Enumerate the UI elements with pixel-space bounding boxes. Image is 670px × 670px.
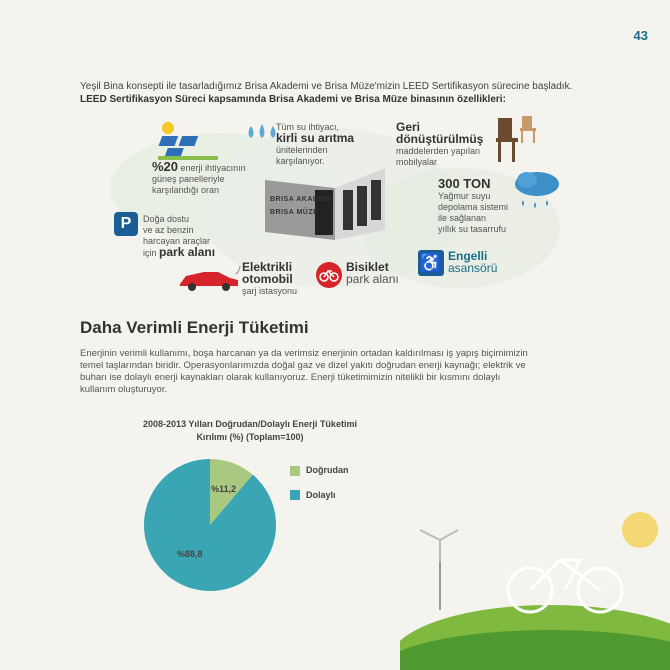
- bicycle-icon: [316, 262, 342, 288]
- solar-text: güneş panelleriyle: [152, 174, 225, 184]
- page-number: 43: [633, 28, 648, 43]
- wheelchair-icon: ♿: [418, 250, 444, 276]
- parking-text: ve az benzin: [143, 225, 194, 235]
- ev-big: Elektrikli: [242, 260, 293, 274]
- water-big: kirli su arıtma: [276, 131, 355, 145]
- parking-text: için: [143, 248, 157, 258]
- recycle-big: dönüştürülmüş: [396, 132, 484, 146]
- pie-slice-label: %11,2: [211, 483, 237, 494]
- water-text: Tüm su ihtiyacı,: [276, 122, 340, 132]
- section-body-line: buharı ise dolaylı enerji kaynakları olarak kullanıyoruz. Enerji tüketimimizin nitelikli bir kısmını dolaylı: [80, 372, 501, 383]
- recycle-text: maddelerden yapılan: [396, 146, 481, 156]
- chair-icon: [492, 114, 540, 166]
- elevator-big: Engelli: [448, 249, 488, 263]
- solar-text: karşılandığı oran: [152, 185, 220, 195]
- legend-swatch: [290, 490, 300, 500]
- chart-subtitle: Kırılımı (%) (Toplam=100): [196, 432, 304, 442]
- elevator-text: asansörü: [448, 261, 498, 275]
- water-text: ünitelerinden: [276, 145, 328, 155]
- pie-chart: [140, 455, 280, 595]
- rain-cloud-icon: [513, 170, 561, 214]
- solar-percent: %20: [152, 159, 179, 174]
- section-body: [80, 348, 610, 396]
- recycle-feature: [396, 122, 506, 168]
- section-title: Daha Verimli Enerji Tüketimi: [80, 318, 309, 337]
- intro-line: Yeşil Bina konsepti ile tasarladığımız Brisa Akademi ve Brisa Müze'mizin LEED Sertifikasyon sürecine başladık.: [80, 81, 573, 92]
- rain-text: Yağmur suyu: [438, 191, 491, 201]
- chart-title: [120, 418, 380, 444]
- parking-feature: [143, 214, 263, 259]
- intro-heading: LEED Sertifikasyon Süreci kapsamında Brisa Akademi ve Brisa Müze binasının özellikleri:: [80, 94, 506, 105]
- ev-big: otomobil: [242, 272, 293, 286]
- section-body-line: temel taşlarından biridir. Operasyonlarımızda doğal gaz ve dizel yakıtı doğrudan enerji kaynağı; elektrik ve: [80, 360, 526, 371]
- solar-panel-icon: [158, 120, 218, 160]
- water-text: karşılanıyor.: [276, 156, 325, 166]
- ev-feature: [242, 262, 322, 297]
- building-label: BRISA AKADEMİ: [270, 196, 333, 203]
- parking-icon: P: [114, 212, 138, 236]
- rain-text: ile sağlanan: [438, 213, 487, 223]
- legend-item-dogrudan: [290, 465, 349, 476]
- building-label: BRISA MÜZE: [270, 209, 319, 216]
- rain-big: 300 TON: [438, 176, 491, 191]
- ev-text: şarj istasyonu: [242, 286, 298, 296]
- parking-text: harcayan araçlar: [143, 236, 211, 246]
- solar-feature: [152, 161, 272, 196]
- legend-item-dolayli: [290, 490, 349, 501]
- bicycle-hill-illustration: [400, 500, 670, 670]
- section-body-line: kullanım oluşturuyor.: [80, 384, 168, 395]
- chart-title-line: 2008-2013 Yılları Doğrudan/Dolaylı Enerji Tüketimi: [143, 419, 357, 429]
- elevator-feature: [448, 251, 528, 275]
- electric-car-icon: [178, 266, 242, 292]
- legend-label: Doğrudan: [306, 465, 349, 475]
- legend-swatch: [290, 466, 300, 476]
- intro-text: [80, 80, 620, 106]
- recycle-big: Geri: [396, 120, 421, 134]
- pie-slice-label: %88,8: [176, 548, 203, 559]
- bike-big: Bisiklet: [346, 260, 389, 274]
- legend-label: Dolaylı: [306, 489, 336, 500]
- bike-feature: [346, 262, 426, 286]
- rain-text: yıllık su tasarrufu: [438, 224, 507, 234]
- recycle-text: mobilyalar: [396, 157, 438, 167]
- pie-slice-1: [144, 459, 276, 591]
- parking-big: park alanı: [159, 245, 216, 259]
- parking-text: Doğa dostu: [143, 214, 190, 224]
- rain-text: depolama sistemi: [438, 202, 509, 212]
- solar-text: enerji ihtiyacının: [180, 163, 246, 173]
- building-labels: [270, 196, 332, 216]
- section-body-line: Enerjinin verimli kullanımı, boşa harcanan ya da verimsiz enerjinin ortadan kaldırılması iş yapış biçimimizin: [80, 348, 528, 359]
- chart-legend: [290, 465, 349, 500]
- bike-text: park alanı: [346, 272, 399, 286]
